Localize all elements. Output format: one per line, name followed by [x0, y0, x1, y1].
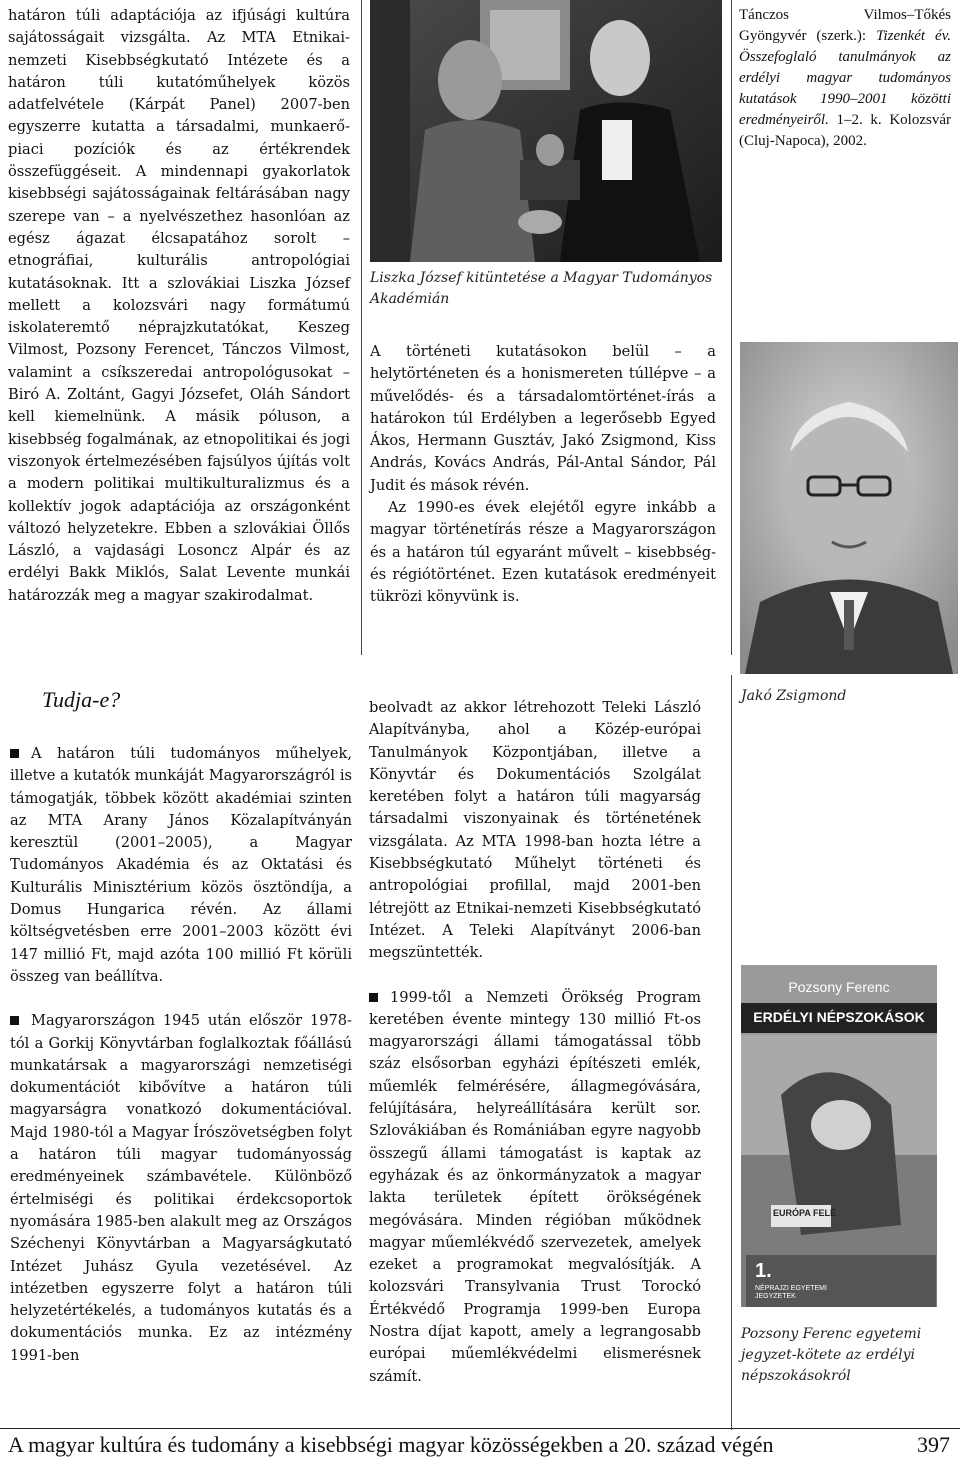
box-heading: Tudja-e? [42, 687, 121, 712]
book-sign: EURÓPA FELÉ [773, 1208, 837, 1218]
book-caption: Pozsony Ferenc egyetemi jegyzet-kötete az erdélyi népszokásokról [741, 1326, 922, 1384]
column-2-paragraph-2: Az 1990-es évek elejétől egyre inkább a magyar történetírás része a Magyarországon és a határon túl egyaránt művelt – kisebbség- és régiótörténet. Ezen kutatások eredményeit tükrözi könyvünk is. [370, 499, 716, 606]
book-title: ERDÉLYI NÉPSZOKÁSOK [753, 1009, 925, 1025]
box-item-2: Magyarországon 1945 után először 1978-tól a Gorkij Könyvtárban foglalkoztak főállású munkatársak a magyarországi nemzetiségi dokumentációt kibővítve a határon túli magyarságra vonatkozó dokumentációval. Majd 1980-tól a Magyar Írószövetségben folyt a határon túli magyar tudományosság eredményeinek számbavétele. Különböző értelmiségi és politikai érdekcsoportok nyomására 1985-ben alakult meg az Országos Széchenyi Könyvtárban a Magyarságkutató Intézet Juhász Gyula vezetésével. Az intézetben egyszerre folyt a határon túli helyzetértékelés, a tudományos kutatás és a dokumentációs munka. Ez az intézmény 1991-ben [10, 1012, 352, 1364]
award-ceremony-photo [370, 0, 722, 262]
column-divider-3 [731, 675, 732, 1430]
page-number: 397 [917, 1432, 950, 1457]
box-item-2-continued: beolvadt az akkor létrehozott Teleki László Alapítványba, ahol a Közép-európai Tanulmányok Központjában, illetve a Könyvtár és Dokumentációs Szolgálat keretében folyt a határon túli magyarság társadalmi viszonyainak és történetének vizsgálata. Az MTA 1998-ban hozta létre a Kisebbségkutató Műhelyt történeti és antropológiai profillal, majd 2001-ben létrejött az Etnikai-nemzeti Kisebbségkutató Intézet. A Teleki Alapítványt 2006-ban megszüntették. [369, 699, 701, 962]
column-1-paragraph: határon túli adaptációja az ifjúsági kultúra sajátosságait vizsgálta. Az MTA Etnikai-nemzeti Kisebbségkutató Intézete és a határon túli kutatóműhelyek közös adatfelvétele (Kárpát Panel) 2007-ben egyszerre kutatta a társadalmi, munkaerő-piaci pozíciók és az értékrendek összefüggéseit. A mindennapi gyakorlatok kisebbségi sajátosságainak feltárásában nagy szerepe van – a nyelvészethez hasonlóan az egész ágazat élcsapatához sorolt – etnográfiai, kulturális antropológiai kutatásoknak. Itt a szlovákiai Liszka József mellett a kolozsvári nagy formátumú iskolateremtő néprajzkutatókat, Keszeg Vilmost, Pozsony Ferencet, Tánczos Vilmost, valamint a csíkszeredai antropológusokat – Biró A. Zoltánt, Gagyi Józsefet, Oláh Sándort kell kiemelnünk. A másik póluson, a kisebbség fogalmának, az etnopolitikai és jogi viszonyok értelmezésében fajsúlyos újítás volt a modern politikai multikulturalizmus és a kollektív jogok adaptációja az országonként változó helyzetekre. Ebben a szlovákiai Öllős László, a vajdasági Losoncz Alpár és az erdélyi Bakk Miklós, Salat Levente munkái határozzák meg a magyar szakirodalmat. [8, 7, 350, 604]
bibliography-note [739, 5, 951, 152]
book-series-number: 1. [755, 1260, 772, 1282]
bibliography-authors: Tánczos Vilmos–Tőkés Gyöngyvér (szerk.): [739, 7, 951, 44]
portrait-photo [740, 342, 958, 674]
column-divider-1 [361, 0, 362, 655]
box-item-1: A határon túli tudományos műhelyek, illetve a kutatók munkáját Magyarországról is támogatják, többek között akadémiai szinten az MTA Arany János Közalapítványán keresztül (2001–2005), a Magyar Tudományos Akadémia és az Oktatási és Kulturális Minisztérium közös ösztöndíja, a Domus Hungarica révén. Az állami költségvetésben erre 2001–2003 között évi 147 millió Ft, majd azóta 100 millió Ft körüli összeg van beállítva. [10, 745, 352, 985]
column-1 [8, 5, 350, 607]
column-divider-2 [731, 0, 732, 655]
box-right-column [369, 697, 701, 1388]
column-2-paragraph-1: A történeti kutatásokon belül – a helytörténeten és a honismereten túllépve – a művelődés- és a társadalomtörténet-írás a határokon túl Erdélyben a legerősebb Egyed Ákos, Hermann Gusztáv, Jakó Zsigmond, Kiss András, Kovács András, Pál-Antal Sándor, Pál Judit és mások révén. [370, 343, 716, 494]
column-2 [370, 341, 716, 609]
running-title: A magyar kultúra és tudomány a kisebbségi magyar közösségekben a 20. század végén [8, 1432, 774, 1457]
book-series-label: NÉPRAJZI EGYETEMI JEGYZETEK [755, 1285, 827, 1300]
bibliography-title: Tizenkét év. Összefoglaló tanulmányok az erdélyi magyar tudományos kutatások 1990–2001 közötti eredményeiről. [739, 28, 951, 128]
bullet-square-icon [10, 1016, 19, 1025]
page-footer [0, 1432, 960, 1460]
book-author: Pozsony Ferenc [788, 979, 890, 995]
box-left-column [10, 743, 352, 1367]
award-photo-caption: Liszka József kitüntetése a Magyar Tudományos Akadémián [370, 270, 713, 307]
footer-rule [0, 1428, 960, 1429]
bullet-square-icon [10, 749, 19, 758]
bibliography-details: 1–2. k. Kolozsvár (Cluj-Napoca), 2002. [739, 112, 951, 149]
book-cover-image [741, 965, 937, 1307]
portrait-caption: Jakó Zsigmond [741, 688, 847, 704]
box-item-3: 1999-től a Nemzeti Örökség Program keretében évente mintegy 130 millió Ft-os magyarországi állami támogatással több száz elsősorban egyházi építészeti emlék, műemlék felmérésére, állagmegóvására, felújítására, helyreállítására került sor. Szlovákiában és Romániában egyre nagyobb összegű állami támogatást is kaptak az egyházak és az önkormányzatok a magyar lakta területek épített örökségének megóvására. Minden régióban működnek magyar műemlékvédő szervezetek, amelyek ezeket a programokat megvalósítják. A kolozsvári Transylvania Trust Torockó Értékvédő Programja 1999-ben Europa Nostra díjat kapott, amely a legrangosabb európai műemlékvédelmi elismerésnek számít. [369, 988, 701, 1385]
bullet-square-icon [369, 993, 378, 1002]
